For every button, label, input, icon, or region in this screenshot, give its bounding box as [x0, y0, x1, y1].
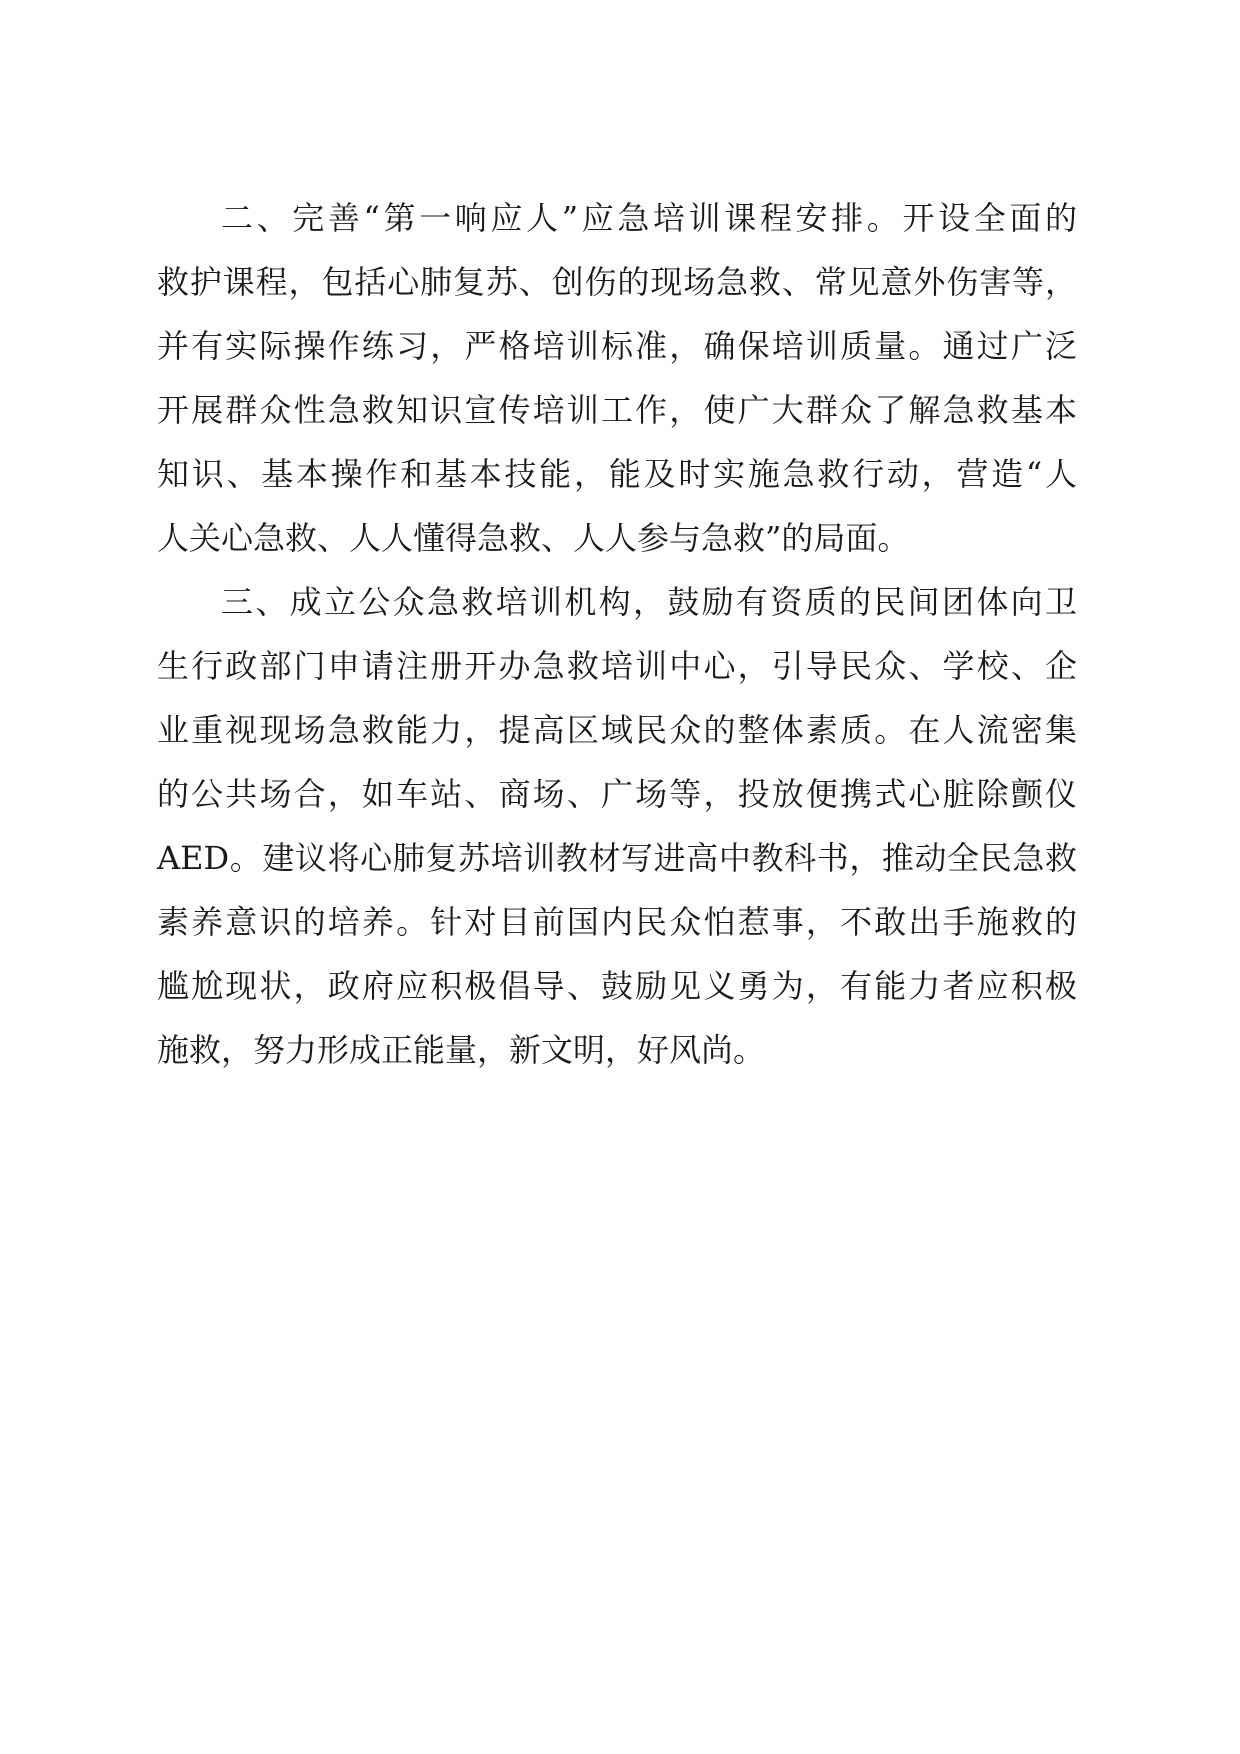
paragraph-line: 尴尬现状，政府应积极倡导、鼓励见义勇为，有能力者应积极 — [157, 967, 1077, 1005]
paragraph-line: 救护课程，包括心肺复苏、创伤的现场急救、常见意外伤害等， — [157, 263, 1077, 301]
document-body — [157, 186, 1077, 1082]
paragraph-line: 并有实际操作练习，严格培训标准，确保培训质量。通过广泛 — [157, 327, 1077, 365]
paragraph-line: AED。建议将心肺复苏培训教材写进高中教科书，推动全民急救 — [157, 839, 1077, 877]
paragraph-line: 素养意识的培养。针对目前国内民众怕惹事，不敢出手施救的 — [157, 903, 1077, 941]
paragraph-line: 开展群众性急救知识宣传培训工作，使广大群众了解急救基本 — [157, 391, 1077, 429]
paragraph-public-first-aid-institutions — [157, 570, 1077, 1082]
paragraph-line: 人关心急救、人人懂得急救、人人参与急救”的局面。 — [157, 519, 910, 557]
paragraph-line: 二、完善“第一响应人”应急培训课程安排。开设全面的 — [221, 199, 1077, 237]
paragraph-first-responder-training — [157, 186, 1077, 570]
paragraph-line: 生行政部门申请注册开办急救培训中心，引导民众、学校、企 — [157, 647, 1077, 685]
paragraph-line: 施救，努力形成正能量，新文明，好风尚。 — [157, 1031, 766, 1069]
paragraph-line: 业重视现场急救能力，提高区域民众的整体素质。在人流密集 — [157, 711, 1077, 749]
paragraph-line: 的公共场合，如车站、商场、广场等，投放便携式心脏除颤仪 — [157, 775, 1077, 813]
paragraph-line: 知识、基本操作和基本技能，能及时实施急救行动，营造“人 — [157, 455, 1077, 493]
paragraph-line: 三、成立公众急救培训机构，鼓励有资质的民间团体向卫 — [221, 583, 1077, 621]
